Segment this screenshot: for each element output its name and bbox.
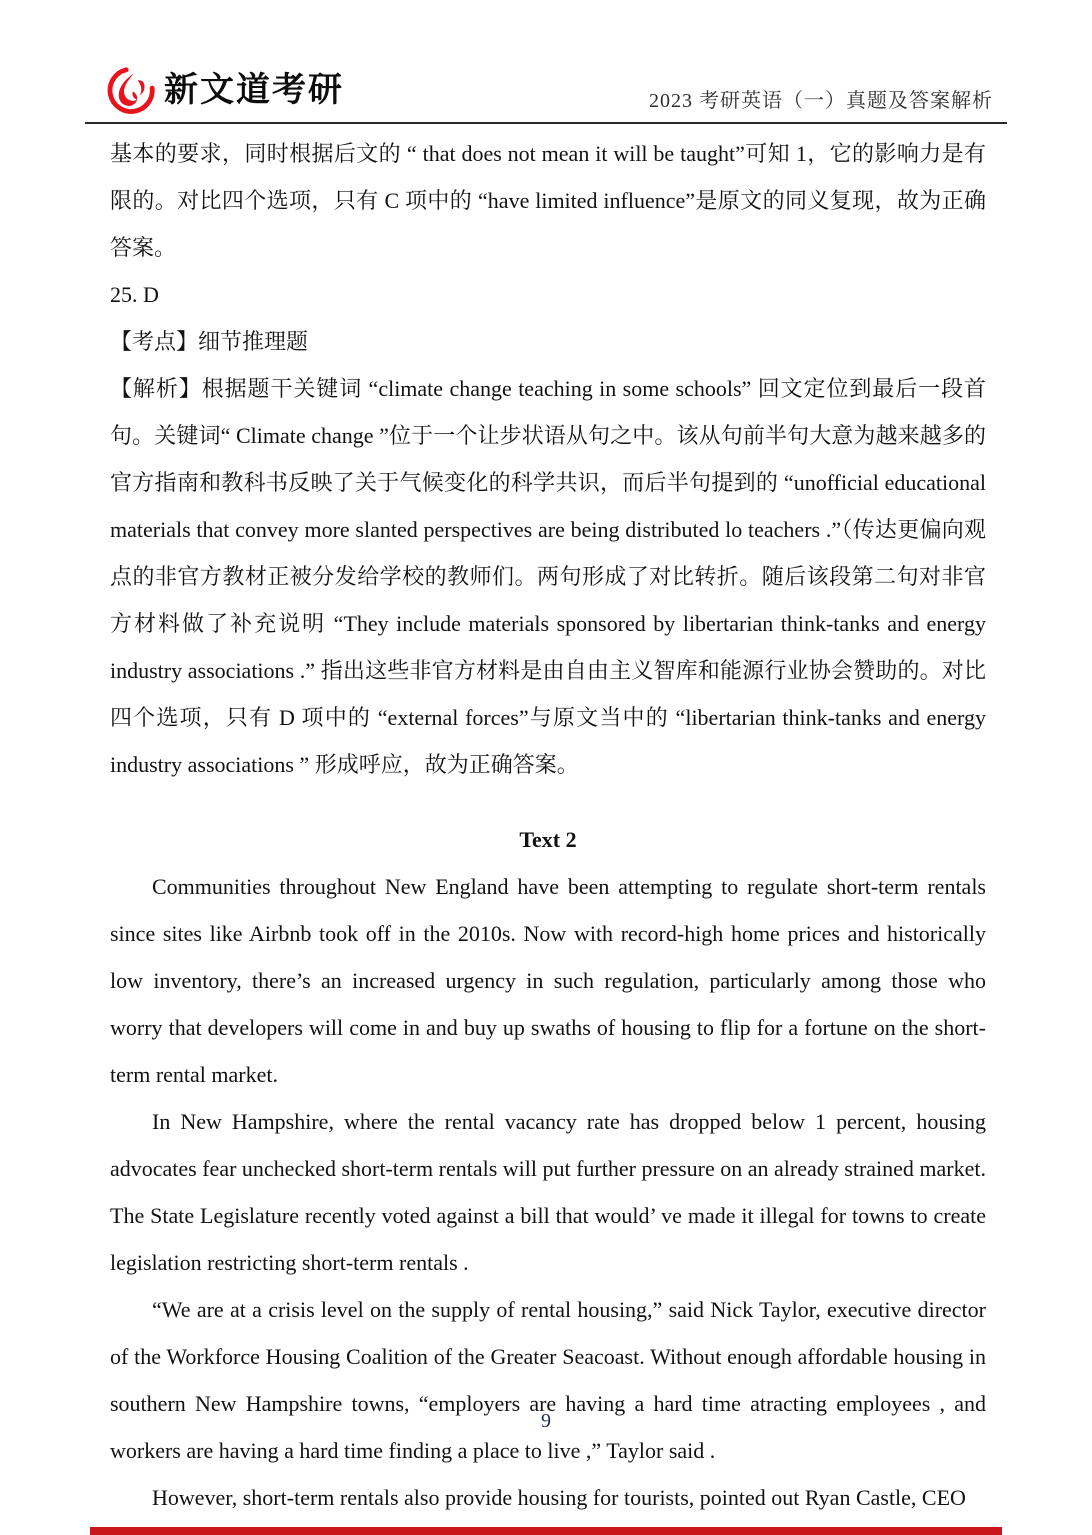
text2-paragraph-3: “We are at a crisis level on the supply of rental housing,” said Nick Taylor, executive director of the Workforce Housing Coalition of the Greater Seacoast. Without enough affordable housing in southern New Hampshire towns, “employers are having a hard time atracting employees , and workers are having a hard time finding a place to live ,” Taylor said . [110,1297,986,1463]
jiexi-label: 【解析】 [110,376,202,401]
text2-heading: Text 2 [519,827,577,852]
jiexi-paragraph [110,365,986,788]
brand-name: 新文道考研 [164,71,344,109]
brand [107,66,344,114]
page-header [85,0,1007,124]
paragraph-answer-24-continuation: 基本的要求，同时根据后文的 “ that does not mean it will be taught”可知 1，它的影响力是有限的。对比四个选项，只有 C 项中的 “have limited influence”是原文的同义复现，故为正确答案。 [110,141,986,260]
phoenix-logo-icon [107,66,155,114]
kaodian-line [110,318,986,365]
jiexi-text: 根据题干关键词 “climate change teaching in some schools” 回文定位到最后一段首句。关键词“ Climate change ”位于一个让步状语从句之中。该从句前半句大意为越来越多的官方指南和教科书反映了关于气候变化的科学共识，而后半句提到的 “unofficial educational materials that convey more slanted perspectives are being distributed lo teachers .”（传达更偏向观点的非官方教材正被分发给学校的教师们。两句形成了对比转折。随后该段第二句对非官方材料做了补充说明 “They include materials sponsored by libertarian think-tanks and energy industry associations .” 指出这些非官方材料是由自由主义智库和能源行业协会赞助的。对比四个选项，只有 D 项中的 “external forces”与原文当中的 “libertarian think-tanks and energy industry associations ” 形成呼应，故为正确答案。 [110,376,986,777]
text2-paragraph-1: Communities throughout New England have been attempting to regulate short-term rentals since sites like Airbnb took off in the 2010s. Now with record-high home prices and historically low inventory, there’s an increased urgency in such regulation, particularly among those who worry that developers will come in and buy up swaths of housing to flip for a fortune on the short-term rental market. [110,874,986,1087]
kaodian-text: 细节推理题 [198,329,309,354]
document-body [110,130,986,1521]
answer-number-25: 25. D [110,282,159,307]
page-number: 9 [541,1410,551,1432]
kaodian-label: 【考点】 [110,329,199,354]
text2-paragraph-4: However, short-term rentals also provide housing for tourists, pointed out Ryan Castle, CEO [152,1485,966,1510]
text2-paragraph-2: In New Hampshire, where the rental vacancy rate has dropped below 1 percent, housing advocates fear unchecked short-term rentals will put further pressure on an already strained market. The State Legislature recently voted against a bill that would’ ve made it illegal for towns to create legislation restricting short-term rentals . [110,1109,986,1275]
doc-title: 2023 考研英语（一）真题及答案解析 [649,90,993,112]
bottom-red-bar [90,1527,1002,1535]
